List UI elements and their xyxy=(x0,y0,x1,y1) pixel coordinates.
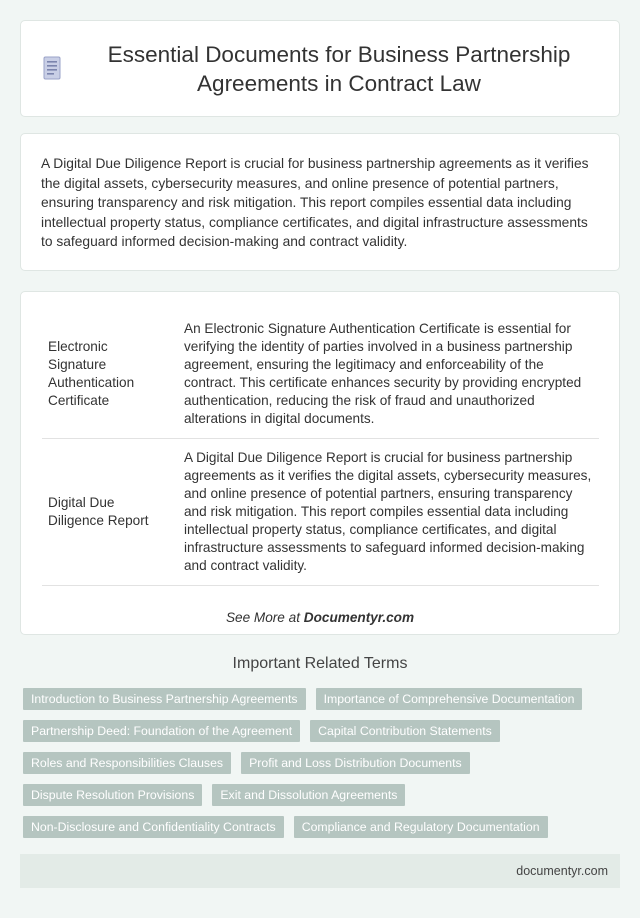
related-term-tag[interactable]: Roles and Responsibilities Clauses xyxy=(23,752,231,774)
related-term-tag[interactable]: Compliance and Regulatory Documentation xyxy=(294,816,548,838)
term-cell: Digital Due Diligence Report xyxy=(48,495,149,528)
related-term-tag[interactable]: Exit and Dissolution Agreements xyxy=(212,784,405,806)
footer-site-link[interactable]: documentyr.com xyxy=(516,864,608,878)
table-row xyxy=(42,310,599,439)
documents-table-card xyxy=(20,291,620,635)
related-term-tag[interactable]: Capital Contribution Statements xyxy=(310,720,500,742)
see-more xyxy=(42,610,598,625)
related-term-tag[interactable]: Partnership Deed: Foundation of the Agreement xyxy=(23,720,300,742)
see-more-link[interactable]: Documentyr.com xyxy=(303,610,415,625)
footer xyxy=(20,854,620,888)
page-title: Essential Documents for Business Partnership Agreements in Contract Law xyxy=(107,41,571,96)
description-cell: An Electronic Signature Authentication Certificate is essential for verifying the identity of parties involved in a business partnership agreement, ensuring the legitimacy and enforceability of the contract. This certificate enhances security by providing encrypted authentication, reducing the risk of fraud and unauthorized alterations in digital documents. xyxy=(184,321,582,426)
tag-row xyxy=(23,784,623,806)
intro-card xyxy=(20,133,620,271)
related-term-tag[interactable]: Profit and Loss Distribution Documents xyxy=(241,752,470,774)
title-card xyxy=(20,20,620,117)
title-wrap xyxy=(21,21,619,116)
document-icon xyxy=(41,56,63,82)
related-term-tag[interactable]: Dispute Resolution Provisions xyxy=(23,784,202,806)
related-term-tag[interactable]: Introduction to Business Partnership Agreements xyxy=(23,688,306,710)
documents-table xyxy=(42,310,599,586)
related-term-tag[interactable]: Non-Disclosure and Confidentiality Contracts xyxy=(23,816,284,838)
tag-row xyxy=(23,720,623,742)
tag-row xyxy=(23,752,623,774)
tag-row xyxy=(23,816,623,838)
description-cell: A Digital Due Diligence Report is crucial for business partnership agreements as it verifies the digital assets, cybersecurity measures, and online presence of potential partners, ensuring transparency and risk mitigation. This report compiles essential data including intellectual property status, compliance certificates, and digital infrastructure assessments to safeguard informed decision-making and contract validity. xyxy=(184,450,592,573)
tag-row xyxy=(23,688,623,710)
intro-text: A Digital Due Diligence Report is crucial for business partnership agreements as it verifies the digital assets, cybersecurity measures, and online presence of potential partners, ensuring transparency and risk mitigation. This report compiles essential data including intellectual property status, compliance certificates, and digital infrastructure assessments to safeguard informed decision-making and contract validity. xyxy=(41,156,589,249)
term-cell: Electronic Signature Authentication Certificate xyxy=(48,339,135,408)
related-term-tag[interactable]: Importance of Comprehensive Documentation xyxy=(316,688,583,710)
related-terms-list xyxy=(23,688,623,848)
related-terms-title: Important Related Terms xyxy=(232,655,408,672)
table-row xyxy=(42,439,599,586)
see-more-prefix: See More at xyxy=(225,610,304,625)
